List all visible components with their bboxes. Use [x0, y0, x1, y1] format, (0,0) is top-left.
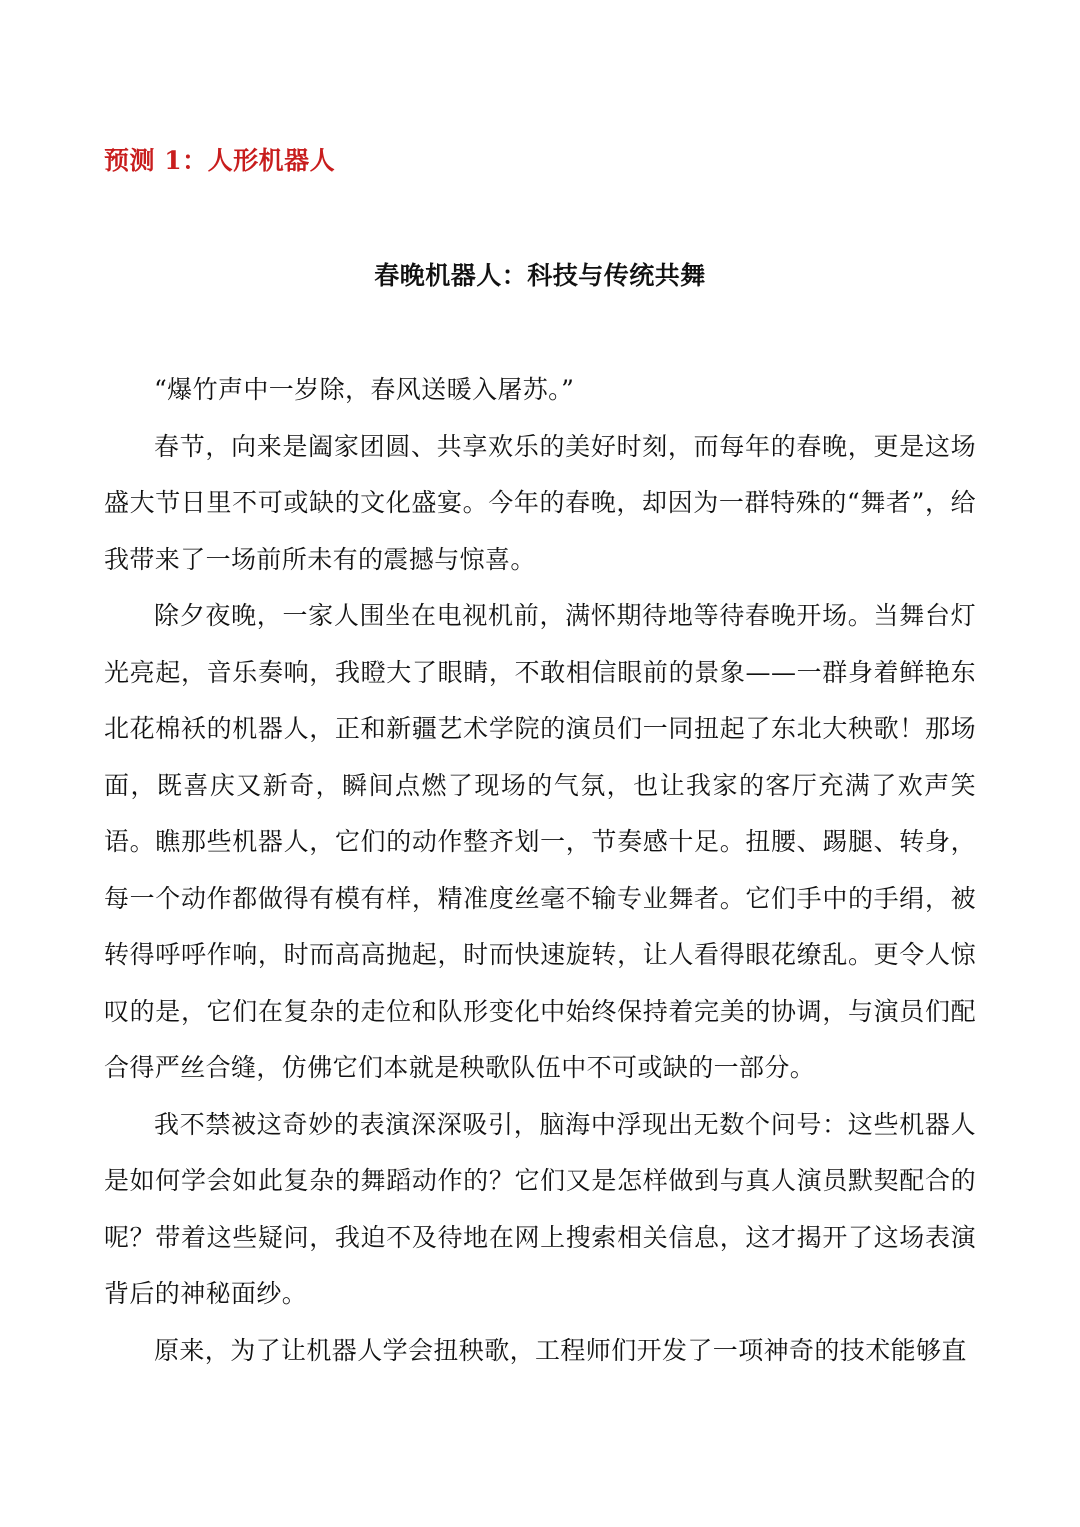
section-label: 预测 1：人形机器人 [104, 146, 336, 175]
paragraph-explanation: 原来，为了让机器人学会扭秧歌，工程师们开发了一项神奇的技术能够直 [154, 1335, 967, 1365]
article-title: 春晚机器人：科技与传统共舞 [374, 261, 706, 290]
article-body [104, 362, 976, 1379]
paragraph-robot-dance: 除夕夜晚，一家人围坐在电视机前，满怀期待地等待春晚开场。当舞台灯光亮起，音乐奏响，我瞪大了眼睛，不敢相信眼前的景象——一群身着鲜艳东北花棉袄的机器人，正和新疆艺术学院的演员们一同扭起了东北大秧歌！那场面，既喜庆又新奇，瞬间点燃了现场的气氛，也让我家的客厅充满了欢声笑语。瞧那些机器人，它们的动作整齐划一，节奏感十足。扭腰、踢腿、转身，每一个动作都做得有模有样，精准度丝毫不输专业舞者。它们手中的手绢，被转得呼呼作响，时而高高抛起，时而快速旋转，让人看得眼花缭乱。更令人惊叹的是，它们在复杂的走位和队形变化中始终保持着完美的协调，与演员们配合得严丝合缝，仿佛它们本就是秧歌队伍中不可或缺的一部分。 [104, 601, 976, 1082]
paragraph-questions: 我不禁被这奇妙的表演深深吸引，脑海中浮现出无数个问号：这些机器人是如何学会如此复杂的舞蹈动作的？它们又是怎样做到与真人演员默契配合的呢？带着这些疑问，我迫不及待地在网上搜索相关信息，这才揭开了这场表演背后的神秘面纱。 [104, 1109, 976, 1308]
paragraph-opening-quote: “爆竹声中一岁除，春风送暖入屠苏。” [154, 375, 575, 404]
paragraph-spring-festival: 春节，向来是阖家团圆、共享欢乐的美好时刻，而每年的春晚，更是这场盛大节日里不可或缺的文化盛宴。今年的春晚，却因为一群特殊的“舞者”，给我带来了一场前所未有的震撼与惊喜。 [104, 431, 976, 574]
